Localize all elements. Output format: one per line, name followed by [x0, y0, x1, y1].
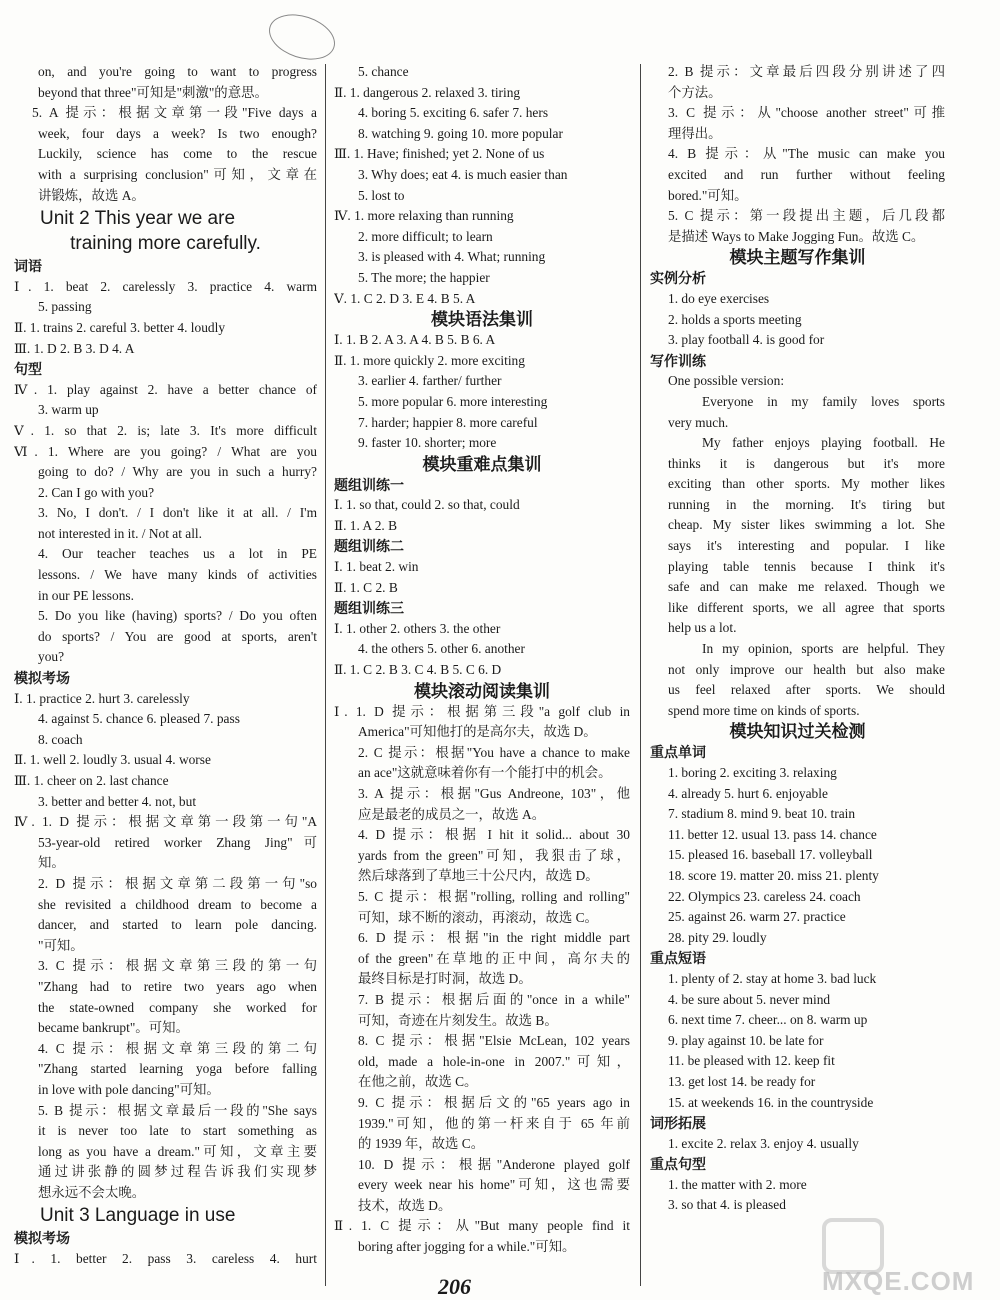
answer-line: with a surprising conclusion"可知，文章在 [38, 166, 317, 182]
answer-line: in love with pole dancing"可知。 [38, 1081, 220, 1097]
answer-line: Ⅱ. 1. more quickly 2. more exciting [334, 352, 525, 368]
answer-line: 2. D 提示：根据文章第二段第一句"so [38, 875, 317, 891]
answer-line: running in the morning. It's tiring but [668, 496, 945, 512]
answer-line: 应是最老的成员之一，故选 A。 [358, 806, 546, 822]
answer-line: 4. the others 5. other 6. another [358, 641, 525, 657]
answer-line: 8. watching 9. going 10. more popular [358, 125, 563, 141]
answer-line: 3. play football 4. is good for [668, 332, 825, 348]
answer-line: long as you have a dream."可知，文章主要 [38, 1143, 317, 1159]
answer-line: 1. do eye exercises [668, 290, 770, 306]
answer-line: My father enjoys playing football. He [702, 435, 945, 451]
answer-line: old, made a hole-in-one in 2007."可知， [358, 1053, 630, 1069]
answer-line: like different sports, we all agree that sports [668, 599, 945, 615]
answer-line: bored."可知。 [668, 187, 748, 203]
answer-line: 5. passing [38, 299, 92, 315]
answer-line: 2. Can I go with you? [38, 484, 155, 500]
answer-line: 7. stadium 8. mind 9. beat 10. train [668, 806, 856, 822]
answer-line: 技术，故选 D。 [358, 1197, 452, 1213]
subsection-label: 重点句型 [650, 1156, 706, 1173]
answer-line: every week near his home"可知，这也需要 [358, 1177, 630, 1193]
answer-line: America"可知他打的是高尔夫，故选 D。 [358, 724, 597, 740]
answer-line: 4. boring 5. exciting 6. safer 7. hers [358, 105, 549, 121]
subsection-label: 重点单词 [650, 744, 706, 761]
answer-line: Ⅰ. 1. beat 2. carelessly 3. practice 4. warm [14, 278, 317, 294]
answer-line: very much. [668, 414, 729, 430]
answer-line: lessons. / We have many kinds of activities [38, 567, 317, 583]
answer-line: beyond that three"可知是"刺激"的意思。 [38, 84, 268, 100]
column-divider [325, 64, 326, 1286]
section-heading: 模块知识过关检测 [729, 722, 866, 742]
answer-line: Ⅱ. 1. C 2. B [334, 579, 398, 595]
answer-line: Ⅰ. 1. beat 2. win [334, 559, 419, 575]
answer-line: In my opinion, sports are helpful. They [702, 641, 945, 657]
subsection-label: 词语 [14, 258, 42, 275]
answer-line: 想永远不会太晚。 [38, 1184, 146, 1200]
answer-line: Ⅱ. 1. trains 2. careful 3. better 4. loudly [14, 319, 226, 335]
answer-line: 知。 [38, 855, 65, 871]
section-heading: 模块重难点集训 [422, 454, 542, 474]
answer-line: it is never too late to start something as [38, 1123, 317, 1139]
column-1 [14, 62, 317, 1270]
page-number: 206 [438, 1274, 471, 1299]
answer-line: not only improve our health but also make [668, 661, 945, 677]
section-heading: 模块语法集训 [431, 310, 533, 330]
answer-line: 1. plenty of 2. stay at home 3. bad luck [668, 970, 877, 986]
answer-line: Ⅲ. 1. cheer on 2. last chance [14, 773, 169, 788]
column-3 [650, 62, 945, 1216]
answer-line: 15. pleased 16. baseball 17. volleyball [668, 847, 873, 863]
answer-line: 4. C 提示：根据文章第三段的第二句 [38, 1040, 317, 1056]
answer-line: 5. B 提示：根据文章最后一段的"She says [38, 1102, 317, 1118]
answer-line: 28. pity 29. loudly [668, 929, 767, 945]
answer-line: 5. more popular 6. more interesting [358, 393, 548, 409]
answer-line: Everyone in my family loves sports [702, 393, 945, 409]
answer-line: "Zhang started learning yoga before falling [38, 1061, 317, 1077]
answer-line: Ⅴ. 1. C 2. D 3. E 4. B 5. A [334, 290, 476, 306]
answer-line: us feel relaxed after sports. We should [668, 682, 945, 698]
answer-line: on, and you're going to want to progress [38, 64, 317, 79]
answer-line: going to do? / Why are you in such a hurry? [38, 464, 317, 480]
answer-line: excited and run further without feeling [668, 166, 945, 182]
answer-line: 4. B 提示：从"The music can make you [668, 146, 945, 162]
answer-line: "可知。 [38, 937, 84, 953]
answer-line: spend more time on kinds of sports. [668, 702, 860, 718]
answer-line: Ⅳ. 1. play against 2. have a better chance of [14, 381, 317, 397]
answer-line: help us a lot. [668, 620, 737, 636]
answer-line: "Zhang had to retire two years ago when [38, 978, 317, 994]
subsection-label: 题组训练三 [334, 600, 404, 617]
answer-line: dancer, and started to learn pole dancing. [38, 917, 317, 933]
answer-line: 5. A 提示：根据文章第一段"Five days a [32, 105, 317, 121]
answer-line: 5. chance [358, 64, 409, 79]
answer-line: yards from the green"可知，我狠击了球， [358, 847, 630, 863]
answer-line: 2. holds a sports meeting [668, 311, 802, 327]
answer-line: 15. at weekends 16. in the countryside [668, 1094, 874, 1110]
answer-line: Ⅰ. 1. better 2. pass 3. careless 4. hurt [14, 1251, 317, 1267]
answer-line: 3. Why does; eat 4. is much easier than [358, 166, 568, 182]
answer-line: 3. is pleased with 4. What; running [358, 249, 546, 265]
answer-line: 5. C 提示：第一段提出主题，后几段都 [668, 208, 945, 224]
answer-line: playing table tennis because I think it's [668, 558, 945, 574]
answer-line: 1. the matter with 2. more [668, 1176, 807, 1192]
answer-line: 3. No, I don't. / I don't like it at all. / I'm [38, 505, 317, 521]
answer-line: 6. D 提示：根据"in the right middle part [358, 930, 630, 946]
answer-line: 3. so that 4. is pleased [668, 1197, 786, 1213]
answer-line: Ⅴ. 1. so that 2. is; late 3. It's more difficult [14, 422, 317, 438]
answer-line: 25. against 26. warm 27. practice [668, 909, 846, 925]
answer-line: Luckily, science has come to the rescue [38, 146, 317, 162]
answer-line: 5. The more; the happier [358, 269, 490, 285]
answer-line: Ⅵ. 1. Where are you going? / What are you [14, 443, 317, 459]
answer-line: Ⅲ. 1. Have; finished; yet 2. None of us [334, 146, 545, 162]
stamp-mark [263, 7, 341, 68]
answer-line: thinks it is dangerous but it's more [668, 455, 945, 471]
answer-line: 4. be sure about 5. never mind [668, 991, 831, 1007]
answer-line: says it's interesting and popular. I like [668, 538, 945, 554]
answer-line: 9. C 提示：根据后文的"65 years ago in [358, 1094, 630, 1110]
subsection-label: 词形拓展 [650, 1115, 706, 1132]
answer-line: 通过讲张静的圆梦过程告诉我们实现梦 [38, 1164, 317, 1180]
answer-line: became bankrupt"。可知。 [38, 1020, 189, 1036]
answer-line: Ⅰ. 1. B 2. A 3. A 4. B 5. B 6. A [334, 332, 496, 348]
answer-line: you? [38, 649, 65, 665]
answer-line: Ⅳ. 1. D 提示：根据文章第一段第一句"A [14, 814, 317, 830]
answer-line: Ⅰ. 1. so that, could 2. so that, could [334, 497, 520, 513]
answer-line: 4. Our teacher teaches us a lot in PE [38, 546, 317, 562]
answer-line: 是描述 Ways to Make Jogging Fun。故选 C。 [668, 228, 925, 244]
subsection-label: 模拟考场 [14, 670, 70, 687]
answer-line: Ⅱ. 1. dangerous 2. relaxed 3. tiring [334, 84, 521, 100]
answer-line: not interested in it. / Not at all. [38, 525, 203, 541]
answer-line: Ⅳ. 1. more relaxing than running [334, 208, 514, 224]
answer-line: week, four days a week? Is two enough? [38, 125, 317, 141]
answer-line: 在他之前，故选 C。 [358, 1074, 478, 1090]
answer-line: an ace"这就意味着你有一个能打中的机会。 [358, 765, 612, 781]
answer-line: 18. score 19. matter 20. miss 21. plenty [668, 867, 879, 883]
unit-title: training more carefully. [70, 233, 261, 255]
answer-line: Ⅱ. 1. A 2. B [334, 517, 398, 533]
answer-line: 4. D 提示：根据 I hit it solid... about 30 [358, 827, 630, 843]
answer-line: 10. D 提示：根据"Anderone played golf [358, 1156, 630, 1172]
answer-line: 然后球落到了草地三十公尺内，故选 D。 [358, 868, 599, 884]
answer-line: 可知，奇迹在片刻发生。故选 B。 [358, 1012, 558, 1028]
answer-line: 最终目标是打时洞，故选 D。 [358, 971, 532, 987]
answer-line: 3. C 提示：从"choose another street"可推 [668, 105, 945, 121]
answer-line: 13. get lost 14. be ready for [668, 1073, 816, 1089]
answer-line: 1. boring 2. exciting 3. relaxing [668, 765, 837, 780]
answer-line: Ⅱ. 1. C 提示：从"But many people find it [334, 1218, 630, 1234]
answer-line: 理得出。 [668, 125, 722, 141]
unit-title: Unit 3 Language in use [40, 1205, 236, 1227]
answer-line: exciting than other sports. My mother likes [668, 476, 945, 492]
answer-line: 6. next time 7. cheer... on 8. warm up [668, 1012, 868, 1028]
answer-line: she revisited a childhood dream to become a [38, 896, 317, 912]
answer-line: Ⅱ. 1. well 2. loudly 3. usual 4. worse [14, 752, 211, 768]
answer-line: Ⅲ. 1. D 2. B 3. D 4. A [14, 340, 135, 356]
answer-line: One possible version: [668, 373, 785, 389]
answer-line: of the green"在草地的正中间，高尔夫的 [358, 950, 630, 966]
answer-line: 2. more difficult; to learn [358, 228, 493, 244]
answer-line: 3. earlier 4. farther/ further [358, 373, 502, 389]
answer-line: 2. C 提示：根据"You have a chance to make [358, 744, 630, 760]
answer-line: 3. A 提示：根据"Gus Andreone, 103"，他 [358, 786, 630, 801]
answer-line: boring after jogging for a while."可知。 [358, 1239, 576, 1255]
watermark-text: MXQE.COM [822, 1266, 975, 1296]
subsection-label: 模拟考场 [14, 1230, 70, 1247]
answer-line: do sports? / You are good at sports, aren't [38, 628, 317, 644]
answer-line: 讲锻炼，故选 A。 [38, 187, 145, 203]
section-heading: 模块滚动阅读集训 [414, 681, 550, 701]
answer-line: 22. Olympics 23. careless 24. coach [668, 888, 861, 904]
answer-line: 个方法。 [668, 84, 722, 100]
answer-line: 8. coach [38, 731, 83, 747]
subsection-label: 句型 [14, 361, 42, 378]
answer-line: 3. better and better 4. not, but [38, 793, 197, 809]
answer-line: Ⅰ. 1. practice 2. hurt 3. carelessly [14, 690, 190, 706]
answer-line: 1939."可知，他的第一杆来自于 65 年前 [358, 1115, 630, 1131]
subsection-label: 题组训练二 [334, 538, 404, 555]
subsection-label: 题组训练一 [334, 476, 404, 493]
answer-line: 4. already 5. hurt 6. enjoyable [668, 785, 828, 801]
answer-line: 的 1939 年，故选 C。 [358, 1136, 485, 1152]
answer-line: 53-year-old retired worker Zhang Jing"可 [38, 834, 317, 850]
answer-line: 1. excite 2. relax 3. enjoy 4. usually [668, 1135, 859, 1151]
unit-title: Unit 2 This year we are [40, 208, 236, 230]
column-divider [640, 64, 641, 1286]
answer-line: safe and can make me relaxed. Though we [668, 579, 945, 595]
answer-line: in our PE lessons. [38, 587, 134, 603]
answer-line: 2. B 提示：文章最后四段分别讲述了四 [668, 64, 945, 79]
answer-line: 9. faster 10. shorter; more [358, 435, 497, 451]
answer-line: 9. play against 10. be late for [668, 1032, 824, 1048]
answer-line: cheap. My sister likes swimming a lot. She [668, 517, 945, 533]
answer-line: the state-owned company she worked for [38, 999, 317, 1015]
answer-line: 5. Do you like (having) sports? / Do you often [38, 608, 317, 624]
answer-line: 3. C 提示：根据文章第三段的第一句 [38, 958, 317, 974]
subsection-label: 写作训练 [650, 352, 706, 369]
answer-line: 7. B 提示：根据后面的"once in a while" [358, 991, 630, 1007]
answer-line: 8. C 提示：根据"Elsie McLean, 102 years [358, 1033, 630, 1049]
answer-line: 4. against 5. chance 6. pleased 7. pass [38, 711, 240, 727]
answer-line: 11. be pleased with 12. keep fit [668, 1053, 835, 1069]
answer-line: Ⅱ. 1. C 2. B 3. C 4. B 5. C 6. D [334, 662, 502, 678]
answer-line: 7. harder; happier 8. more careful [358, 414, 538, 430]
subsection-label: 重点短语 [650, 950, 706, 967]
section-heading: 模块主题写作集训 [729, 248, 866, 268]
answer-line: 3. warm up [38, 402, 99, 418]
answer-line: 5. lost to [358, 187, 405, 203]
answer-line: 11. better 12. usual 13. pass 14. chance [668, 826, 877, 842]
column-2 [334, 62, 630, 1258]
answer-line: 5. C 提示：根据"rolling, rolling and rolling" [358, 888, 630, 904]
answer-line: 可知，球不断的滚动，再滚动，故选 C。 [358, 909, 598, 925]
answer-line: Ⅰ. 1. D 提示：根据第三段"a golf club in [334, 703, 630, 719]
subsection-label: 实例分析 [650, 270, 706, 287]
answer-line: Ⅰ. 1. other 2. others 3. the other [334, 620, 501, 636]
